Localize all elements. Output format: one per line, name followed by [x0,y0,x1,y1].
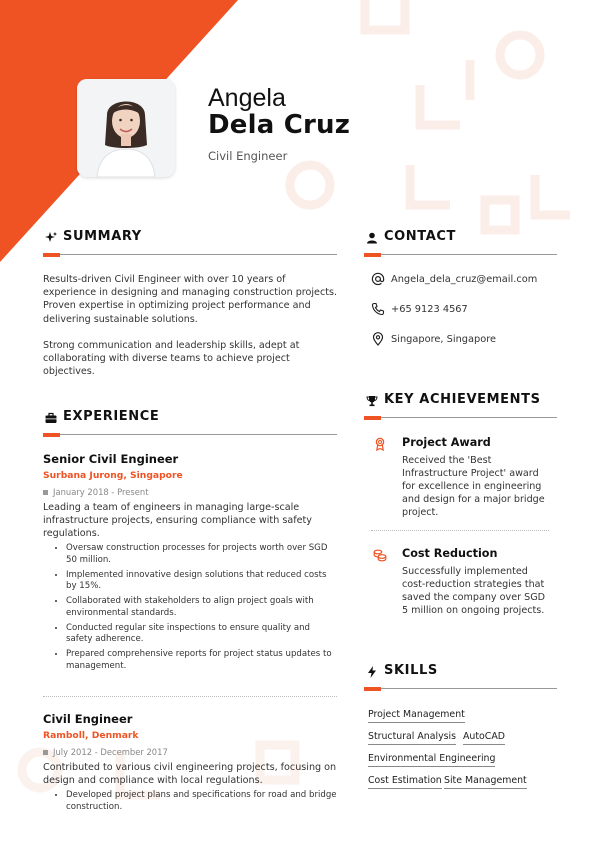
experience-company: Surbana Jurong, Singapore [43,470,183,481]
experience-bullet: • Conducted regular site inspections to ensure quality and safety adherence. [66,622,339,646]
briefcase-icon [44,411,58,425]
skill-tag: Structural Analysis [368,731,456,745]
calendar-icon [43,750,48,755]
experience-bullet: • Developed project plans and specifications for road and bridge construction. [66,789,339,813]
phone-icon [371,302,385,316]
experience-bullet: • Oversaw construction processes for projects worth over SGD 50 million. [66,542,339,566]
contact-location [371,332,496,346]
trophy-icon [365,394,379,408]
map-pin-icon [371,332,385,346]
achievements-heading-label: KEY ACHIEVEMENTS [384,392,541,407]
summary-heading [43,228,337,255]
first-name: Angela [208,84,286,112]
achievement-title: Project Award [402,436,491,449]
summary-paragraph-2: Strong communication and leadership skills, adept at collaborating with diverse teams to achieve project objectives. [43,340,300,378]
skill-tag: Project Management [368,709,465,723]
contact-phone-text: +65 9123 4567 [391,303,468,315]
experience-heading [43,408,337,435]
at-sign-icon [371,272,385,286]
award-ribbon-icon [373,437,387,451]
person-icon [365,231,379,245]
achievement-divider [371,530,549,531]
experience-company: Ramboll, Denmark [43,730,139,741]
experience-title: Civil Engineer [43,712,133,726]
contact-email[interactable] [371,272,537,286]
experience-description: Contributed to various civil engineering projects, focusing on design and compliance with local regulations. [43,762,337,786]
lightning-icon [365,665,379,679]
experience-item [43,712,339,816]
profile-photo [77,79,175,177]
contact-heading-label: CONTACT [384,229,456,244]
experience-bullet: • Implemented innovative design solutions that reduced costs by 15%. [66,569,339,593]
experience-dates [43,747,339,757]
experience-bullet: • Collaborated with stakeholders to align project goals with environmental standards. [66,595,339,619]
achievement-description: Received the 'Best Infrastructure Project' award for excellence in engineering and design for a major bridge project. [402,455,545,518]
skill-tag: Cost Estimation [368,775,442,789]
achievement-title: Cost Reduction [402,547,498,560]
job-title: Civil Engineer [208,149,288,163]
contact-phone[interactable] [371,302,468,316]
experience-bullets [43,789,339,813]
contact-email-text: Angela_dela_cruz@email.com [391,273,538,285]
experience-item [43,452,339,675]
skill-tag: Site Management [444,775,527,789]
experience-dates-text: July 2012 - December 2017 [53,747,168,757]
experience-dates [43,487,339,497]
experience-bullets [43,542,339,672]
experience-divider [43,696,337,697]
skills-heading-label: SKILLS [384,663,438,678]
summary-paragraph-1: Results-driven Civil Engineer with over 10 years of experience in designing and managing construction projects. Proven expertise in optimizing project performance and delivering sustainable solutions. [43,274,338,325]
skill-tag: AutoCAD [463,731,505,745]
experience-title: Senior Civil Engineer [43,452,179,466]
achievement-item [371,436,553,519]
experience-bullet: • Prepared comprehensive reports for project status updates to management. [66,648,339,672]
summary-heading-label: SUMMARY [63,229,142,244]
coins-icon [373,548,387,562]
skill-tag: Environmental Engineering [368,753,495,767]
calendar-icon [43,490,48,495]
skills-heading [364,662,557,689]
achievements-heading [364,391,557,418]
last-name: Dela Cruz [208,110,351,140]
sparkle-icon [44,231,58,245]
achievement-description: Successfully implemented cost-reduction strategies that saved the company over SGD 5 million on ongoing projects. [402,566,546,616]
contact-location-text: Singapore, Singapore [391,333,497,345]
experience-dates-text: January 2018 - Present [53,487,149,497]
experience-description: Leading a team of engineers in managing large-scale infrastructure projects, ensuring compliance with safety regulations. [43,502,312,539]
experience-heading-label: EXPERIENCE [63,409,160,424]
contact-heading [364,228,557,255]
achievement-item [371,547,553,617]
